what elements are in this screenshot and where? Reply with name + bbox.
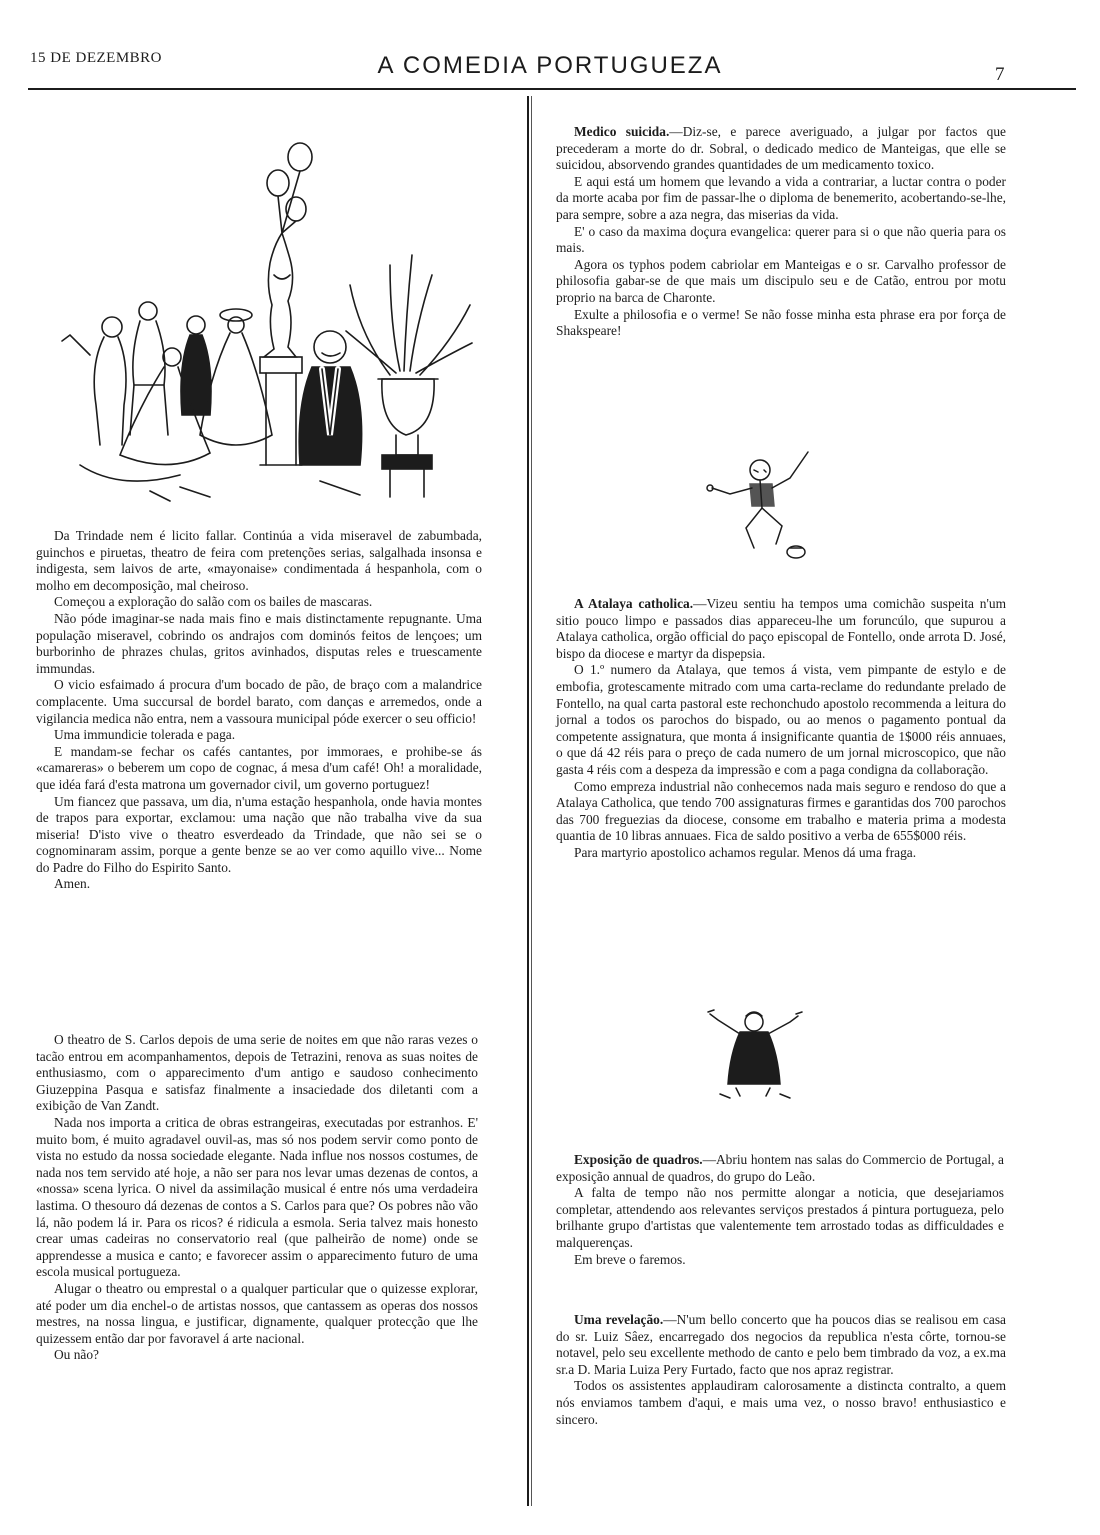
paragraph (556, 1152, 1004, 1185)
paragraph (556, 596, 1006, 662)
ballroom-illustration (60, 135, 480, 505)
column-divider (527, 96, 529, 1506)
paragraph: Ou não? (54, 1347, 99, 1363)
article-medico-suicida (556, 124, 1006, 340)
article-uma-revelacao (556, 1312, 1006, 1428)
dancing-figure-illustration (690, 448, 840, 568)
article-heading: Uma revelação. (574, 1312, 664, 1327)
paragraph-lead: —Vizeu sentiu ha tempos uma comichão suspeita n'um sitio pouco limpo e passados dias appareceu-lhe um foruncúlo, que supurou a Atalaya catholica, orgão official do paço episcopal de Fontello, onde arrota D. José, bispo da diocese e martyr da dispepsia. (556, 596, 1007, 661)
paragraph (556, 1312, 1006, 1378)
article-heading: Exposição de quadros. (574, 1152, 703, 1167)
paragraph: E mandam-se fechar os cafés cantantes, por immoraes, e prohibe-se ás «camareras» o beberem um copo de cognac, á mesa d'um café! Oh! a moralidade, que idéa fará d'esta matrona um governador civil, um governo portuguez! (36, 743, 482, 792)
paragraph: Como empreza industrial não conhecemos nada mais seguro e rendoso do que a Atalaya Catholica, que tendo 700 assignaturas firmes e garantidas dos 700 parochos das 700 freguezias da diocese, consome em trabalho e materia prima a modesta quantia de 10 libras annuaes. Fica de saldo positivo a verba de 655$000 réis. (556, 778, 1006, 844)
paragraph: Um fiancez que passava, um dia, n'uma estação hespanhola, onde havia montes de trapos para exportar, exclamou: uma nação que não trabalha vive da sua miseria! D'isto vive o theatro esverdeado da Trindade, que não sei se o cognominaram assim, porque a gente benze se ao ver como aquillo vive... Nome do Padre do Filho do Espirito Santo. (36, 793, 482, 875)
paragraph: Alugar o theatro ou emprestal o a qualquer particular que o quizesse explorar, até poder um dia enchel-o de artistas nossos, que cantassem as operas dos nossos mestres, na nossa lingua, e justificar, dignamente, qualquer protecção que lhe quizessem então dar por favoravel á arte nacional. (36, 1280, 478, 1346)
paragraph: Exulte a philosofia e o verme! Se não fosse minha esta phrase era por força de Shakspeare! (556, 306, 1006, 339)
column-divider-inner (531, 96, 532, 1506)
article-heading: Medico suicida. (574, 124, 670, 139)
page-number: 7 (995, 64, 1005, 85)
article-exposicao-quadros (556, 1152, 1004, 1268)
article-sao-carlos (36, 1032, 478, 1364)
paragraph: O 1.º numero da Atalaya, que temos á vista, vem pimpante de estylo e de embofia, grotescamente mitrado com uma carta-reclame do redundante prelado de Fontello, na qual carta pastoral este rechonchudo apostolo recommenda a leitura do jornal a todos os parochos do bispado, ou ao menos o pagamento pontual da competente assignatura, que monta á insignificante quantia de 1$000 réis annuaes, o que dá 42 réis para o preço de cada numero de um jornal microscopico, que não gasta 4 réis com a despeza da impressão e com a paga condigna da collaboração. (556, 662, 1006, 777)
paragraph: Para martyrio apostolico achamos regular. Menos dá uma fraga. (574, 844, 917, 860)
paragraph: Uma immundicie tolerada e paga. (54, 727, 236, 743)
paragraph: Amen. (54, 876, 91, 892)
paragraph (556, 124, 1006, 174)
paragraph: O theatro de S. Carlos depois de uma serie de noites em que não raras vezes o tacão entrou em acompanhamentos, depois de Tetrazini, renova as suas noites de enthusiasmo, com o apparecimento d'um antigo e saudoso conhecimento Giuzeppina Pasqua e satisfaz finalmente a insaciedade dos diletanti com a exibição de Van Zandt. (36, 1032, 478, 1114)
paragraph-lead: —Diz-se, e parece averiguado, a julgar por factos que precederam a morte do dr. Sobral, o dedicado medico de Manteigas, que elle se suicidou, absorvendo grandes quantidades de um medicamento toxico. (556, 124, 1006, 173)
paragraph: A falta de tempo não nos permitte alongar a noticia, que desejariamos completar, attendendo aos relevantes serviços prestados á pintura portugueza, pelo brilhante grupo d'artistas que valentemente tem arrostado todas as difficuldades e malquerenças. (556, 1185, 1004, 1250)
paragraph: E' o caso da maxima doçura evangelica: querer para si o que não queria para os mais. (556, 223, 1006, 256)
page-header (0, 0, 1100, 90)
paragraph: Da Trindade nem é licito fallar. Continúa a vida miseravel de zabumbada, guinchos e piruetas, theatro de feira com pretenções serias, salgalhada insonsa e indigesta, sem laivos de arte, «mayonaise» condimentada á hespanhola, com o molho em decomposição, mal cheiroso. (36, 528, 482, 593)
cloaked-figure-illustration (700, 1004, 810, 1100)
paragraph: Começou a exploração do salão com os bailes de mascaras. (54, 594, 373, 610)
paragraph: Agora os typhos podem cabriolar em Manteigas e o sr. Carvalho professor de philosofia gabar-se de que mais um discipulo seu e de Catão, entrou por motu proprio na barca de Charonte. (556, 256, 1006, 305)
paragraph: Nada nos importa a critica de obras estrangeiras, executadas por estranhos. E' muito bom, é muito agradavel ouvil-as, mas só nos podem servir como ponto de vista no estudo da nossa sociedade elegante. Nada influe nos nossos costumes, de nada nos tem servido até hoje, a não ser para nos levar umas dezenas de contos, a «nossa» scena lyrica. O nivel da assimilação musical é entre nós uma verdadeira lastima. O thesouro dá dezenas de contos a S. Carlos para que? Os pobres não vão lá, não podem lá ir. Para os ricos? é ridicula a esmola. Seria talvez mais honesto crear umas cadeiras no conservatorio real (que palheirão de nome) onde se apprendesse a musica e canto; e favorecer assim o apparecimento futuro de uma escola musical portugueza. (36, 1114, 478, 1280)
issue-date: 15 DE DEZEMBRO (30, 50, 162, 66)
article-trindade (36, 528, 482, 893)
paragraph-lead: —N'um bello concerto que ha poucos dias se realisou em casa do sr. Luiz Sâez, encarregado dos negocios da republica n'esta côrte, tornou-se notavel, pelo seu excellente methodo de canto e pelo bem timbrado da voz, a ex.ma sr.a D. Maria Luiza Pery Furtado, facto que nos apraz registrar. (556, 1312, 1007, 1377)
article-atalaya-catholica (556, 596, 1006, 862)
paragraph: Todos os assistentes applaudiram calorosamente a distincta contralto, a quem nós enviamos tambem d'aqui, e mais uma vez, o nosso bravo! enthusiastico e sincero. (556, 1378, 1006, 1427)
masthead-title: A COMEDIA PORTUGUEZA (377, 52, 723, 79)
paragraph: Não póde imaginar-se nada mais fino e mais distinctamente repugnante. Uma população miseravel, cobrindo os andrajos com dominós feitos de lençoes; um burborinho de phrazes chulas, gritos avinhados, disputas reles e truescamente immundas. (36, 610, 482, 676)
paragraph: O vicio esfaimado á procura d'um bocado de pão, de braço com a malandrice complacente. Uma succursal de bordel barato, com danças e arremedos, onde a vigilancia medica não entra, nem a vassoura municipal póde exercer o seu officio! (36, 677, 482, 726)
paragraph: E aqui está um homem que levando a vida a contrariar, a luctar contra o poder da morte acaba por fim de passar-lhe o diploma de benemerito, acobertando-se-lhe, para sempre, sobre a aza negra, das miserias da vida. (556, 173, 1006, 222)
paragraph: Em breve o faremos. (574, 1251, 686, 1267)
header-rule (28, 88, 1076, 90)
paragraph-lead: —Abriu hontem nas salas do Commercio de Portugal, a exposição annual de quadros, do grupo do Leão. (556, 1152, 1004, 1184)
article-heading: A Atalaya catholica. (574, 596, 694, 611)
